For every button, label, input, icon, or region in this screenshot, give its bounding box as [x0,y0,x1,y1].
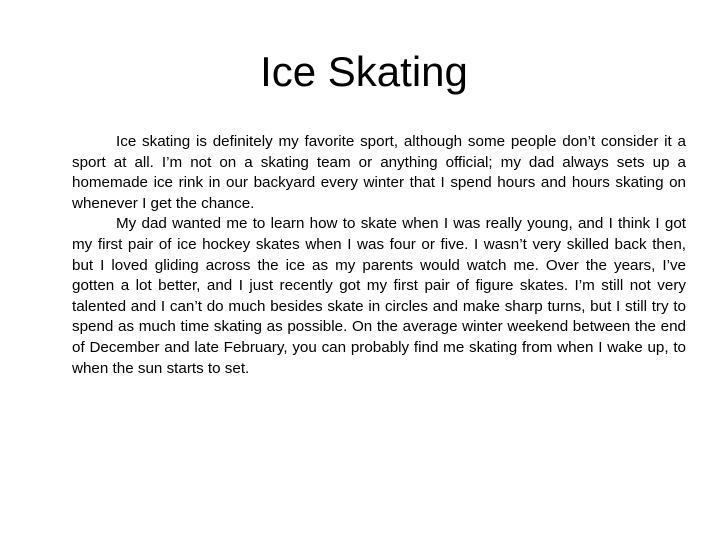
paragraph-2: My dad wanted me to learn how to skate when I was really young, and I think I got my first pair of ice hockey skates when I was four or five. I wasn’t very skilled back then, but I loved gliding across the ice as my parents would watch me. Over the years, I’ve gotten a lot better, and I just recently got my first pair of figure skates. I’m still not very talented and I can’t do much besides skate in circles and make sharp turns, but I still try to spend as much time skating as possible. On the average winter weekend between the end of December and late February, you can probably find me skating from when I wake up, to when the sun starts to set. [72,215,686,377]
slide-title: Ice Skating [260,48,468,95]
paragraph-1: Ice skating is definitely my favorite sport, although some people don’t consider it a sport at all. I’m not on a skating team or anything official; my dad always sets up a homemade ice rink in our backyard every winter that I spend hours and hours skating on whenever I get the chance. [72,133,686,212]
slide-body [72,132,686,379]
